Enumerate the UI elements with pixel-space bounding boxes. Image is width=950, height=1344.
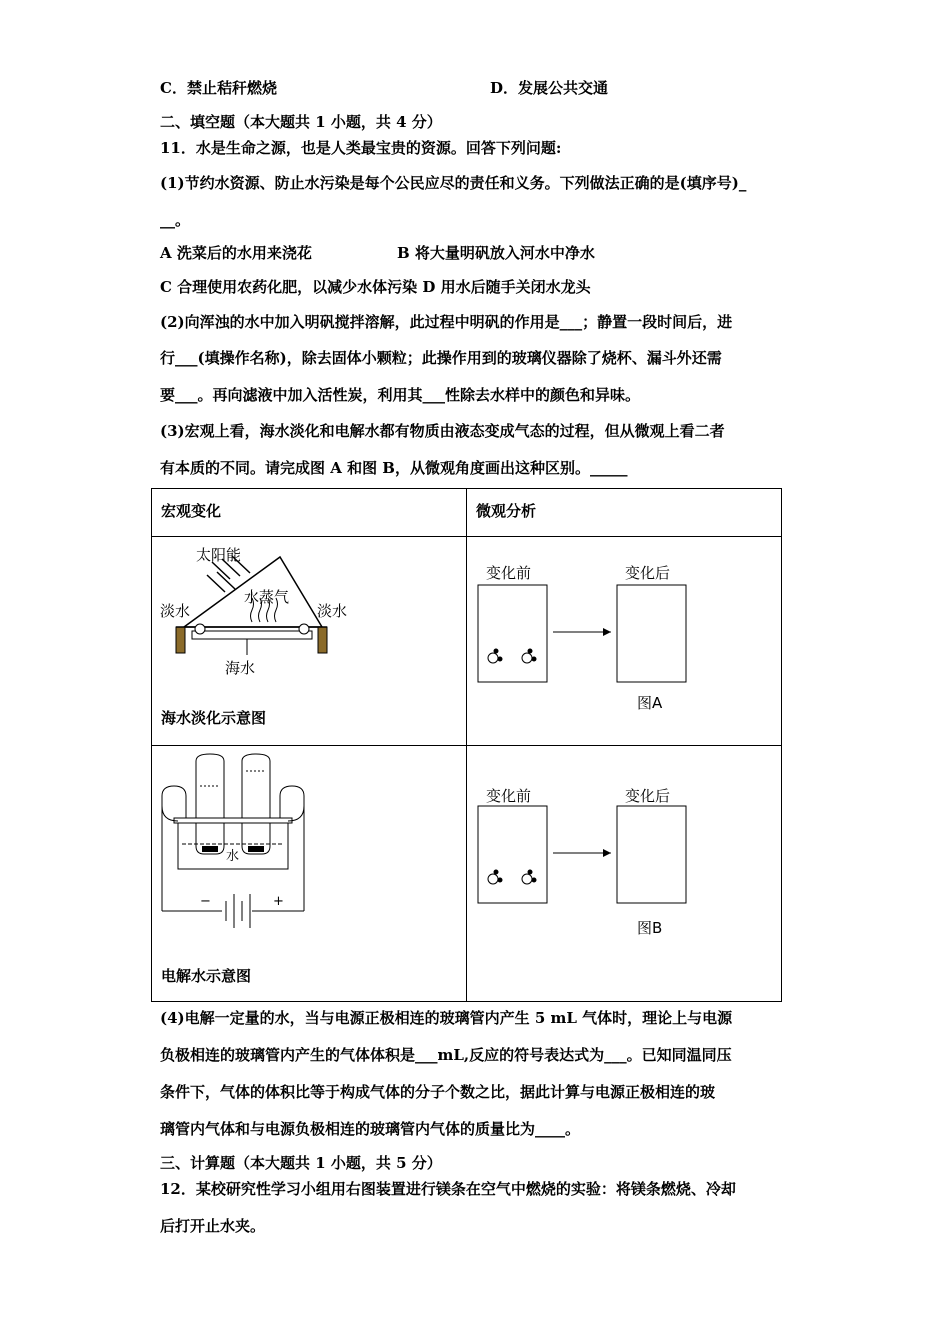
q11-p4-line1: (4)电解一定量的水，当与电源正极相连的玻璃管内产生 5 mL 气体时，理论上与电源 (160, 1009, 733, 1027)
figure-b-diagram (467, 746, 781, 956)
figA-after-label: 变化后 (625, 564, 671, 582)
figA-label: 图A (637, 694, 663, 712)
figB-before-label: 变化前 (486, 787, 532, 805)
section2-heading: 二、填空题（本大题共 1 小题，共 4 分） (160, 113, 442, 131)
figure-table (151, 488, 782, 1002)
q11-p2-line1: (2)向浑浊的水中加入明矾搅拌溶解，此过程中明矾的作用是___；静置一段时间后，进 (160, 313, 733, 331)
q11-p3-line1: (3)宏观上看，海水淡化和电解水都有物质由液态变成气态的过程，但从微观上看二者 (160, 422, 725, 440)
q11-p2-line2: 行___(填操作名称)，除去固体小颗粒；此操作用到的玻璃仪器除了烧杯、漏斗外还需 (160, 349, 722, 367)
q11-p1-line2: __。 (160, 211, 191, 229)
label-plus: + (273, 894, 284, 909)
label-fresh-left: 淡水 (160, 602, 191, 620)
label-vapor: 水蒸气 (244, 588, 290, 606)
q11-option-b: B 将大量明矾放入河水中净水 (397, 244, 595, 262)
label-seawater: 海水 (225, 659, 256, 677)
q11-p4-line4: 璃管内气体和与电源负极相连的玻璃管内气体的质量比为____。 (160, 1120, 581, 1138)
q12-line1: 12．某校研究性学习小组用右图装置进行镁条在空气中燃烧的实验：将镁条燃烧、冷却 (160, 1180, 736, 1198)
label-minus: − (200, 894, 211, 909)
figA-before-label: 变化前 (486, 564, 532, 582)
header-macro: 宏观变化 (161, 502, 222, 520)
q11-p4-line3: 条件下，气体的体积比等于构成气体的分子个数之比，据此计算与电源正极相连的玻 (160, 1083, 716, 1101)
q11-p2-line3: 要___。再向滤液中加入活性炭，利用其___性除去水样中的颜色和异味。 (160, 386, 641, 404)
figB-label: 图B (637, 919, 663, 937)
caption-desalination: 海水淡化示意图 (161, 709, 267, 727)
q11-p4-line2: 负极相连的玻璃管内产生的气体体积是___mL,反应的符号表达式为___。已知同温同压 (160, 1046, 732, 1064)
label-solar: 太阳能 (196, 546, 242, 564)
q11-option-cd: C 合理使用农药化肥，以减少水体污染 D 用水后随手关闭水龙头 (160, 278, 591, 296)
section3-heading: 三、计算题（本大题共 1 小题，共 5 分） (160, 1154, 442, 1172)
figB-after-label: 变化后 (625, 787, 671, 805)
figure-a-diagram (467, 537, 781, 745)
label-water: 水 (226, 849, 240, 864)
label-fresh-right: 淡水 (317, 602, 348, 620)
option-d: D．发展公共交通 (490, 79, 609, 97)
q11-option-a: A 洗菜后的水用来浇花 (160, 244, 312, 262)
option-c: C．禁止秸秆燃烧 (160, 79, 277, 97)
q11-stem: 11．水是生命之源，也是人类最宝贵的资源。回答下列问题: (160, 139, 562, 157)
header-micro: 微观分析 (476, 502, 537, 520)
q12-line2: 后打开止水夹。 (160, 1217, 266, 1235)
q11-p3-line2: 有本质的不同。请完成图 A 和图 B，从微观角度画出这种区别。_____ (160, 459, 628, 477)
q11-p1-line1: (1)节约水资源、防止水污染是每个公民应尽的责任和义务。下列做法正确的是(填序号)_ (160, 174, 747, 192)
caption-electrolysis: 电解水示意图 (161, 967, 252, 985)
electrolysis-diagram (152, 746, 465, 956)
